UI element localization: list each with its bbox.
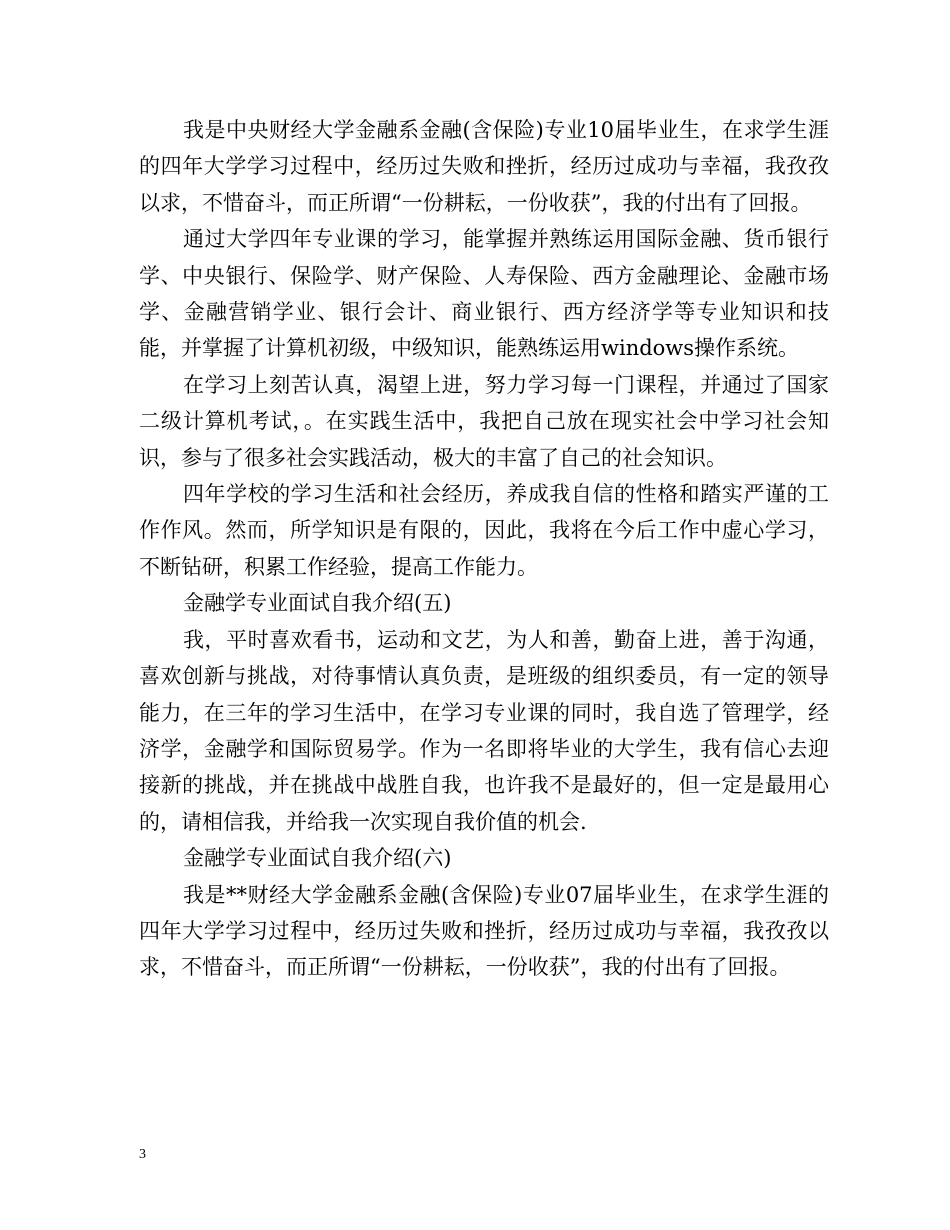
paragraph-study-practice: 在学习上刻苦认真，渴望上进，努力学习每一门课程，并通过了国家二级计算机考试，。在实践生活中，我把自己放在现实社会中学习社会知识，参与了很多社会实践活动，极大的丰富了自己的社会知识。 [139, 372, 829, 470]
section-heading-six: 金融学专业面试自我介绍(六) [183, 846, 452, 871]
paragraph-work-style: 四年学校的学习生活和社会经历，养成我自信的性格和踏实严谨的工作作风。然而，所学知识是有限的，因此，我将在今后工作中虚心学习，不断钻研，积累工作经验，提高工作能力。 [139, 482, 829, 579]
section-heading-five: 金融学专业面试自我介绍(五) [183, 591, 452, 616]
paragraph-graduate-intro: 我是中央财经大学金融系金融(含保险)专业10届毕业生，在求学生涯的四年大学学习过程中，经历过失败和挫折，经历过成功与幸福，我孜孜以求，不惜奋斗，而正所谓“一份耕耘，一份收获”，我的付出有了回报。 [139, 118, 829, 215]
paragraph-graduate-intro-07: 我是**财经大学金融系金融(含保险)专业07届毕业生，在求学生涯的四年大学学习过程中，经历过失败和挫折，经历过成功与幸福，我孜孜以求，不惜奋斗，而正所谓“一份耕耘，一份收获”，我的付出有了回报。 [139, 882, 829, 980]
paragraph-coursework: 通过大学四年专业课的学习，能掌握并熟练运用国际金融、货币银行学、中央银行、保险学、财产保险、人寿保险、西方金融理论、金融市场学、金融营销学业、银行会计、商业银行、西方经济学等专业知识和技能，并掌握了计算机初级，中级知识，能熟练运用windows操作系统。 [139, 227, 829, 361]
document-body [139, 112, 829, 986]
page-number: 3 [139, 1147, 146, 1162]
paragraph-personal-intro: 我，平时喜欢看书，运动和文艺，为人和善，勤奋上进，善于沟通，喜欢创新与挑战，对待事情认真负责，是班级的组织委员，有一定的领导能力，在三年的学习生活中，在学习专业课的同时，我自选了管理学，经济学，金融学和国际贸易学。作为一名即将毕业的大学生，我有信心去迎接新的挑战，并在挑战中战胜自我，也许我不是最好的，但一定是最用心的，请相信我，并给我一次实现自我价值的机会. [139, 627, 829, 834]
